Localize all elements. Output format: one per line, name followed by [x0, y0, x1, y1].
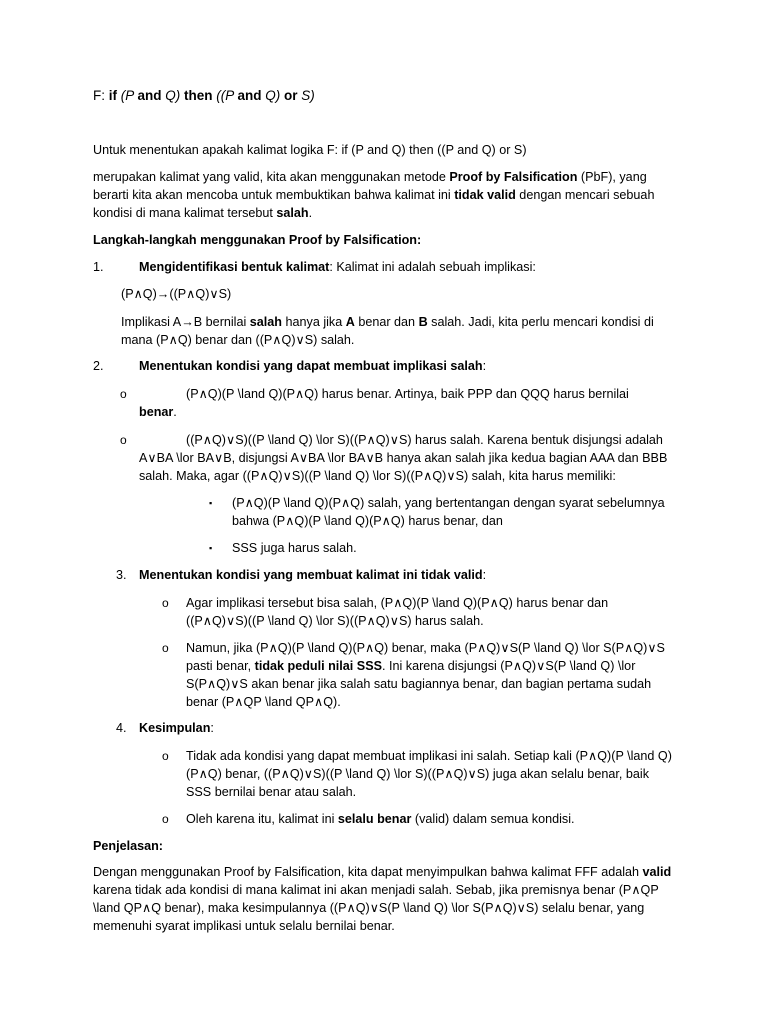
pbf-term: Proof by Falsification [449, 170, 578, 184]
bold-term: valid [642, 865, 672, 879]
text: Oleh karena itu, kalimat ini [186, 812, 338, 826]
if-keyword: if [108, 88, 117, 103]
explanation-heading-text: Penjelasan: [93, 839, 163, 853]
bullet-marker: o [120, 433, 127, 447]
bullet-marker: o [162, 812, 169, 826]
bold-term: benar [139, 405, 174, 419]
step-2-number: 2. [93, 359, 104, 373]
colon: : [482, 568, 487, 582]
steps-heading [93, 231, 693, 249]
false-term: salah [276, 206, 309, 220]
step-4-bold: Kesimpulan [139, 721, 211, 735]
bullet-marker: o [162, 641, 169, 655]
text: hanya jika [282, 315, 346, 329]
step-1-number: 1. [93, 260, 104, 274]
q-variable-2: Q) [261, 88, 285, 103]
step-4-bullet-2 [186, 810, 674, 828]
q-variable: Q) [161, 88, 185, 103]
s-variable: S) [297, 88, 315, 103]
step-2-sub-bullet-2: SSS juga harus salah. [232, 541, 357, 555]
and-keyword: and [137, 88, 162, 103]
text: . Ini karena disjungsi (P∧Q)∨S(P \land Q) \lor S(P∧Q)∨S akan benar jika salah satu bagiannya benar, dan bagian pertama sudah benar (P∧QP \land QP∧Q). [186, 659, 652, 709]
para-text: (PbF), yang berarti kita akan mencoba untuk membuktikan bahwa kalimat ini [93, 170, 647, 202]
bold-term: selalu benar [337, 812, 412, 826]
para-text: . [308, 206, 313, 220]
square-bullet-marker: ▪ [209, 498, 213, 508]
step-2-title [139, 357, 699, 375]
or-keyword: or [284, 88, 298, 103]
bold-term: tidak peduli nilai SSS [254, 659, 382, 673]
para-text: merupakan kalimat yang valid, kita akan menggunakan metode [93, 170, 450, 184]
step-1-bold: Mengidentifikasi bentuk kalimat [139, 260, 330, 274]
text: salah. Jadi, kita perlu mencari kondisi di mana (P∧Q) benar dan ((P∧Q)∨S) salah. [121, 315, 654, 347]
not-valid-term: tidak valid [454, 188, 516, 202]
explanation-heading [93, 837, 393, 855]
step-1-explanation [121, 313, 666, 349]
step-3-bold: Menentukan kondisi yang membuat kalimat ini tidak valid [139, 568, 483, 582]
f-label: F: [93, 88, 109, 103]
intro-paragraph [93, 168, 681, 222]
step-2-bullet-2: ((P∧Q)∨S)((P \land Q) \lor S)((P∧Q)∨S) harus salah. Karena bentuk disjungsi adalah A∨BA \lor BA∨B, disjungsi A∨BA \lor BA∨B hanya akan salah jika kedua bagian AAA dan BBB salah. Maka, agar ((P∧Q)∨S)((P \land Q) \lor S)((P∧Q)∨S) salah, kita harus memiliki: [139, 433, 668, 483]
step-1-text: : Kalimat ini adalah sebuah implikasi: [329, 260, 536, 274]
text: Dengan menggunakan Proof by Falsification, kita dapat menyimpulkan bahwa kalimat FFF adalah [93, 865, 643, 879]
text: Namun, jika (P∧Q)(P \land Q)(P∧Q) benar, maka (P∧Q)∨S(P \land Q) \lor S(P∧Q)∨S pasti benar, [186, 641, 665, 673]
square-bullet-marker: ▪ [209, 543, 213, 553]
text: benar dan [354, 315, 419, 329]
p-variable: (P [117, 88, 138, 103]
para-text: dengan mencari sebuah kondisi di mana kalimat tersebut [93, 188, 655, 220]
bullet-marker: o [162, 596, 169, 610]
step-4-number: 4. [116, 721, 127, 735]
text: . [173, 405, 177, 419]
step-4-bullet-1: Tidak ada kondisi yang dapat membuat implikasi ini salah. Setiap kali (P∧Q)(P \land Q)(P∧Q) benar, ((P∧Q)∨S)((P \land Q) \lor S)((P∧Q)∨S) juga akan selalu benar, baik SSS bernilai benar atau salah. [186, 749, 672, 799]
text: (valid) dalam semua kondisi. [411, 812, 575, 826]
bold-term: B [418, 315, 428, 329]
step-2-bullet-1 [139, 385, 659, 421]
intro-line: Untuk menentukan apakah kalimat logika F: if (P and Q) then ((P and Q) or S) [93, 143, 527, 157]
bold-term: salah [249, 315, 283, 329]
steps-heading-text: Langkah-langkah menggunakan Proof by Falsification: [93, 233, 422, 247]
step-3-number: 3. [116, 568, 127, 582]
step-2-bold: Menentukan kondisi yang dapat membuat implikasi salah [139, 359, 483, 373]
colon: : [482, 359, 487, 373]
p-variable-2: ((P [212, 88, 238, 103]
step-3-bullet-2 [186, 639, 666, 711]
formula-heading [93, 87, 693, 105]
step-3-bullet-1: Agar implikasi tersebut bisa salah, (P∧Q)(P \land Q)(P∧Q) harus benar dan ((P∧Q)∨S)((P \land Q) \lor S)((P∧Q)∨S) harus salah. [186, 596, 609, 628]
then-keyword: then [184, 88, 213, 103]
explanation-paragraph [93, 863, 683, 935]
text: (P∧Q)(P \land Q)(P∧Q) harus benar. Artinya, baik PPP dan QQQ harus bernilai [186, 387, 629, 401]
step-3-title [139, 566, 699, 584]
text: karena tidak ada kondisi di mana kalimat ini akan menjadi salah. Sebab, jika premisnya benar (P∧QP \land QP∧Q benar), maka kesimpulannya ((P∧Q)∨S(P \land Q) \lor S(P∧Q)∨S) selalu benar, yang memenuhi syarat implikasi untuk selalu bernilai benar. [93, 883, 659, 933]
bold-term: A [345, 315, 355, 329]
bullet-marker: o [162, 749, 169, 763]
step-4-title [139, 719, 699, 737]
bullet-marker: o [120, 387, 127, 401]
step-1-title [139, 258, 699, 276]
text: Implikasi A→B bernilai [121, 315, 250, 329]
step-1-formula: (P∧Q)→((P∧Q)∨S) [121, 287, 232, 301]
step-2-sub-bullet-1: (P∧Q)(P \land Q)(P∧Q) salah, yang bertentangan dengan syarat sebelumnya bahwa (P∧Q)(P \land Q)(P∧Q) harus benar, dan [232, 496, 665, 528]
colon: : [210, 721, 214, 735]
and-keyword-2: and [237, 88, 262, 103]
